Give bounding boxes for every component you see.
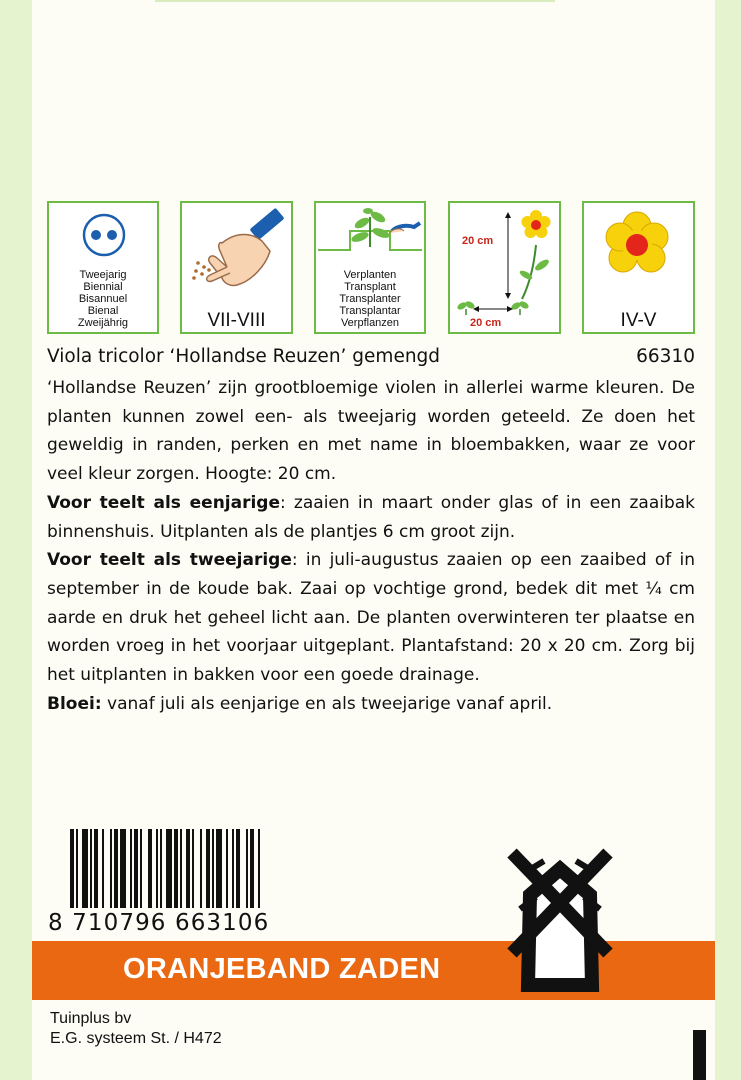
transplant-label-de: Verpflanzen [340,317,400,329]
flowering-icon-box [582,201,695,334]
lifecycle-label-en: Biennial [83,281,123,293]
company-reg: E.G. systeem St. / H472 [50,1030,222,1047]
barcode-bar [180,829,182,909]
flowering-period: IV-V [620,310,657,331]
transplant-label-es: Transplantar [339,305,401,317]
spacing-icon-box [448,201,561,334]
windmill-icon [490,845,630,1005]
biennial-heading: Voor teelt als tweejarige [47,550,292,571]
company-name: Tuinplus bv [50,1010,132,1027]
corner-mark [693,1030,706,1080]
barcode-bar [200,829,202,909]
barcode-bar [206,829,210,909]
transplant-icon-box [314,201,426,334]
barcode-bar [186,829,190,909]
barcode-bar [148,829,152,909]
product-title-row [47,346,695,372]
lifecycle-label-de: Zweijährig [77,317,129,329]
lifecycle-icon-box [47,201,159,334]
lifecycle-label-fr: Bisannuel [78,293,128,305]
barcode-bar [102,829,104,909]
bloom-paragraph [47,690,695,719]
product-title: Viola tricolor ‘Hollandse Reuzen’ gemengd [47,346,441,367]
brand-name: ORANJEBAND ZADEN [123,953,441,985]
bloom-heading: Bloei: [47,693,102,714]
barcode-bar [216,829,222,909]
spacing-height-label: 20 cm [462,235,494,247]
annual-text: : zaaien in maart onder glas of in een zaaibak binnenshuis. Uitplanten als de plantjes 6 cm groot zijn. [47,492,696,542]
barcode-bar [226,829,228,909]
barcode-bar [140,829,142,909]
description-intro: ‘Hollandse Reuzen’ zijn grootbloemige violen in allerlei warme kleuren. De planten kunnen zowel een- als tweejarig worden geteeld. Ze doen het geweldig in randen, perken en met name in bloembakken, waar ze voor veel kleur zorgen. Hoogte: 20 cm. [47,378,695,485]
top-strip [155,0,555,2]
transplant-label-en: Transplant [344,281,396,293]
biennial-text: : in juli-augustus zaaien op een zaaibed of in september in de koude bak. Zaai op vochtige grond, bedek dit met ¼ cm aarde en druk het geheel licht aan. De planten overwinteren ter plaatse en worden vroeg in het voorjaar uitgeplant. Plantafstand: 20 x 20 cm. Zorg bij het uitplanten in bakken voor een goede drainage. [47,550,695,686]
barcode-bar [212,829,214,909]
barcode-bar [156,829,158,909]
lifecycle-label-es: Bienal [87,305,119,317]
sowing-icon-box [180,201,293,334]
description [47,374,695,718]
plant-spacing-icon [450,203,559,332]
transplant-label-fr: Transplanter [339,293,401,305]
barcode-bar [120,829,126,909]
barcode-bar [250,829,254,909]
barcode-bar [94,829,98,909]
lifecycle-labels [49,269,157,329]
barcode-bar [134,829,138,909]
barcode-bar [160,829,162,909]
barcode-bar [232,829,234,909]
annual-paragraph [47,489,695,546]
transplant-label-nl: Verplanten [343,269,397,281]
biennial-paragraph [47,546,695,690]
annual-heading: Voor teelt als eenjarige [47,492,281,513]
barcode-bar [130,829,132,909]
lifecycle-label-nl: Tweejarig [79,269,127,281]
barcode-bar [90,829,92,909]
barcode-bar [82,829,88,909]
spacing-width-label: 20 cm [470,317,502,329]
product-code: 66310 [636,346,695,367]
barcode-bar [174,829,178,909]
barcode-bar [246,829,248,909]
company-info [50,1009,222,1049]
barcode-bar [110,829,112,909]
barcode-bar [236,829,240,909]
barcode-bar [192,829,194,909]
transplant-labels [316,269,424,329]
barcode-number: 8 710796 663106 [48,908,298,938]
sowing-period: VII-VIII [207,310,266,331]
barcode-bar [114,829,118,909]
bloom-text: vanaf juli als eenjarige en als tweejarige vanaf april. [101,693,553,714]
